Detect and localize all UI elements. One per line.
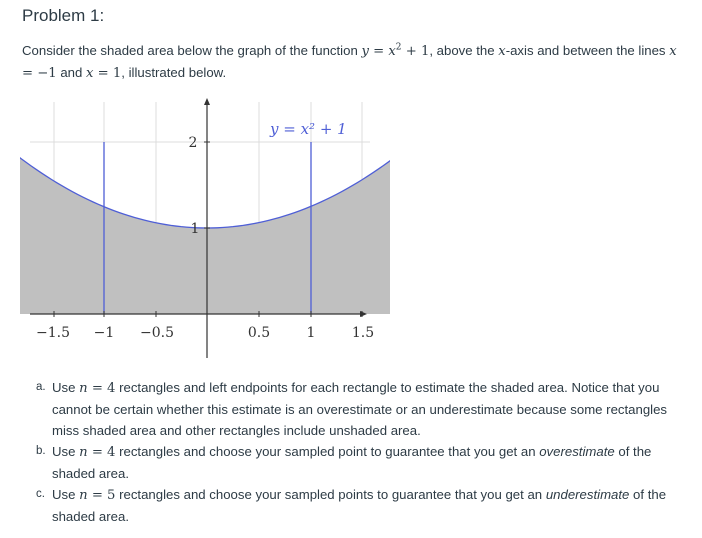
question-part-c <box>36 484 696 527</box>
problem-title: Problem 1: <box>22 6 105 25</box>
part-label: b. <box>36 445 46 457</box>
intro-text: and <box>56 65 87 80</box>
intro-text: Consider the shaded area below the graph of the function <box>22 43 362 58</box>
part-text: Use <box>52 487 80 502</box>
math-op: = 1 <box>93 66 122 81</box>
math-var: x <box>388 44 396 59</box>
question-parts <box>36 377 696 527</box>
math-var: x <box>669 44 677 59</box>
math-op: = 4 <box>87 445 116 460</box>
x-tick-label: −1.5 <box>36 325 70 341</box>
x-tick-label: 1 <box>306 325 316 341</box>
question-part-a <box>36 377 696 441</box>
part-text: rectangles and left endpoints for each rectangle to estimate the shaded area. Notice that you cannot be certain whether this estimate is an overestimate or an underestimate because some rectangles miss shaded area and other rectangles include unshaded area. <box>52 380 668 438</box>
math-op: + 1 <box>401 44 430 59</box>
math-var: x <box>86 66 94 81</box>
math-var: n <box>79 445 88 460</box>
part-text: Use <box>52 380 80 395</box>
emphasis-text: overestimate <box>539 444 615 459</box>
math-var: x <box>498 44 506 59</box>
math-op: = −1 <box>22 66 57 81</box>
x-tick-label: 1.5 <box>351 325 375 341</box>
math-op: = <box>368 44 389 59</box>
x-tick-label: −1 <box>93 325 115 341</box>
question-part-b <box>36 441 696 484</box>
part-text: of the shaded area. <box>52 444 652 481</box>
math-exponent: 2 <box>395 42 402 53</box>
part-text: rectangles and choose your sampled point to guarantee that you get an <box>115 444 540 459</box>
part-label: c. <box>36 488 45 500</box>
function-graph <box>20 92 390 367</box>
problem-intro <box>22 40 682 84</box>
part-label: a. <box>36 381 46 393</box>
math-var: n <box>79 488 88 503</box>
y-axis-arrow-icon <box>204 98 210 105</box>
intro-text: , illustrated below. <box>121 65 227 80</box>
math-op: = 5 <box>87 488 116 503</box>
y-tick-label: 2 <box>188 135 198 151</box>
intro-text: , above the <box>429 43 499 58</box>
part-text: rectangles and choose your sampled points to guarantee that you get an <box>115 487 546 502</box>
part-text: Use <box>52 444 80 459</box>
intro-text: -axis and between the lines <box>505 43 670 58</box>
y-tick-label: 1 <box>190 221 200 237</box>
math-var: y <box>361 44 369 59</box>
math-var: n <box>79 381 88 396</box>
math-op: = 4 <box>87 381 116 396</box>
x-tick-label: −0.5 <box>140 325 174 341</box>
x-tick-label: 0.5 <box>247 325 271 341</box>
part-text: of the shaded area. <box>52 487 667 524</box>
emphasis-text: underestimate <box>545 487 630 502</box>
function-label: y = x² + 1 <box>270 120 347 138</box>
